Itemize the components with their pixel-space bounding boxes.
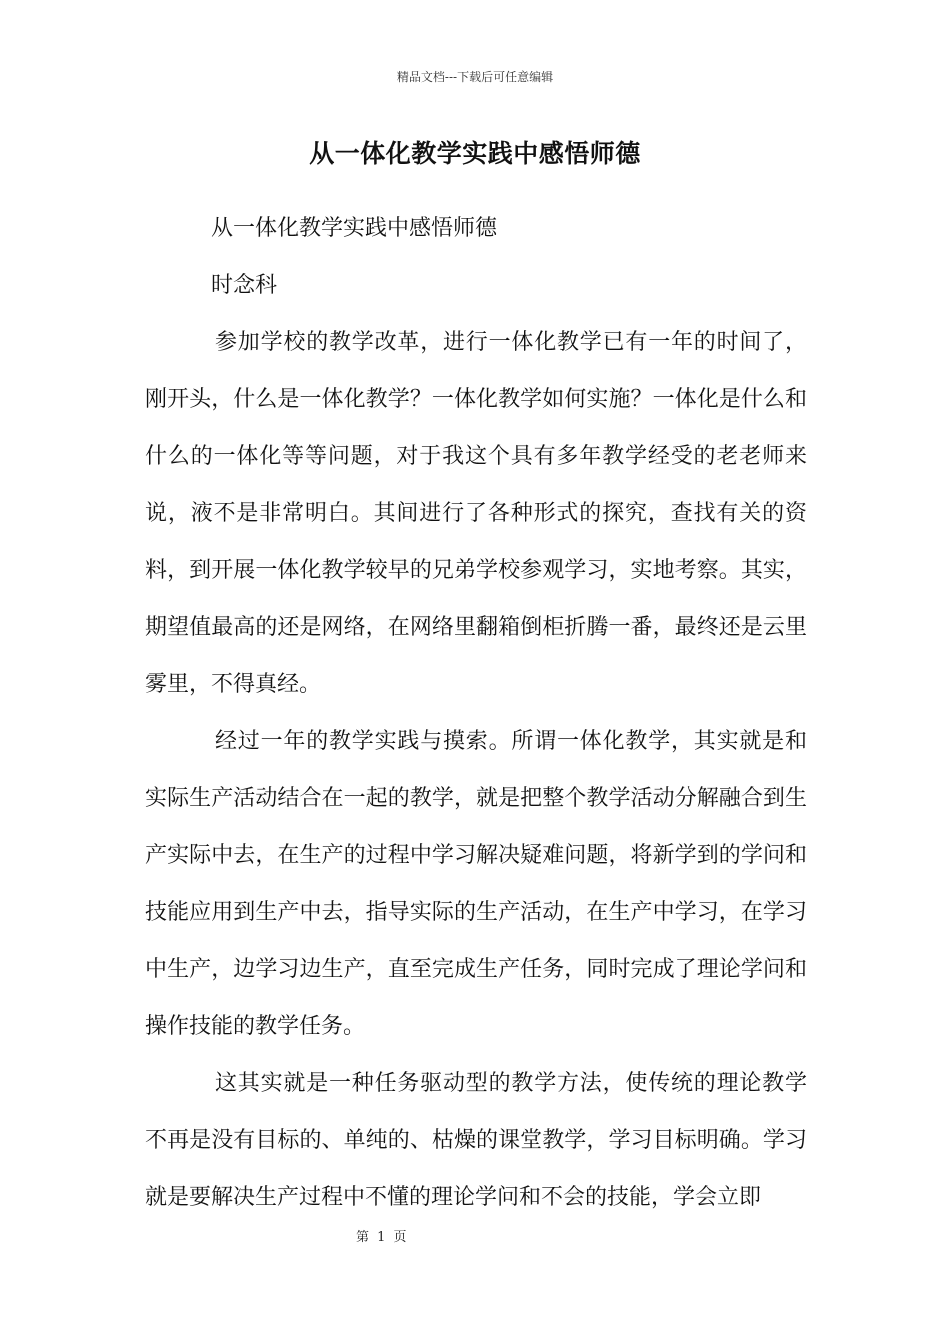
document-body <box>145 200 807 1226</box>
page-number: 第 1 页 <box>356 1230 407 1245</box>
paragraph: 这其实就是一种任务驱动型的教学方法，使传统的理论教学不再是没有目标的、单纯的、枯燥的课堂教学，学习目标明确。学习就是要解决生产过程中不懂的理论学问和不会的技能，学会立即 <box>145 1071 807 1210</box>
paragraph: 参加学校的教学改革，进行一体化教学已有一年的时间了，刚开头，什么是一体化教学？一体化教学如何实施？一体化是什么和什么的一体化等等问题，对于我这个具有多年教学经受的老老师来说，液不是非常明白。其间进行了各种形式的探究，查找有关的资料，到开展一体化教学较早的兄弟学校参观学习，实地考察。其实，期望值最高的还是网络，在网络里翻箱倒柜折腾一番，最终还是云里雾里，不得真经。 <box>145 330 807 697</box>
page-header: 精品文档---下载后可任意编辑 <box>396 70 554 84</box>
paragraph: 经过一年的教学实践与摸索。所谓一体化教学，其实就是和实际生产活动结合在一起的教学，就是把整个教学活动分解融合到生产实际中去，在生产的过程中学习解决疑难问题，将新学到的学问和技能应用到生产中去，指导实际的生产活动，在生产中学习，在学习中生产，边学习边生产，直至完成生产任务，同时完成了理论学问和操作技能的教学任务。 <box>145 729 807 1039</box>
document-author: 时念科 <box>211 273 278 298</box>
document-subtitle: 从一体化教学实践中感悟师德 <box>211 216 498 241</box>
document-title: 从一体化教学实践中感悟师德 <box>309 139 641 168</box>
